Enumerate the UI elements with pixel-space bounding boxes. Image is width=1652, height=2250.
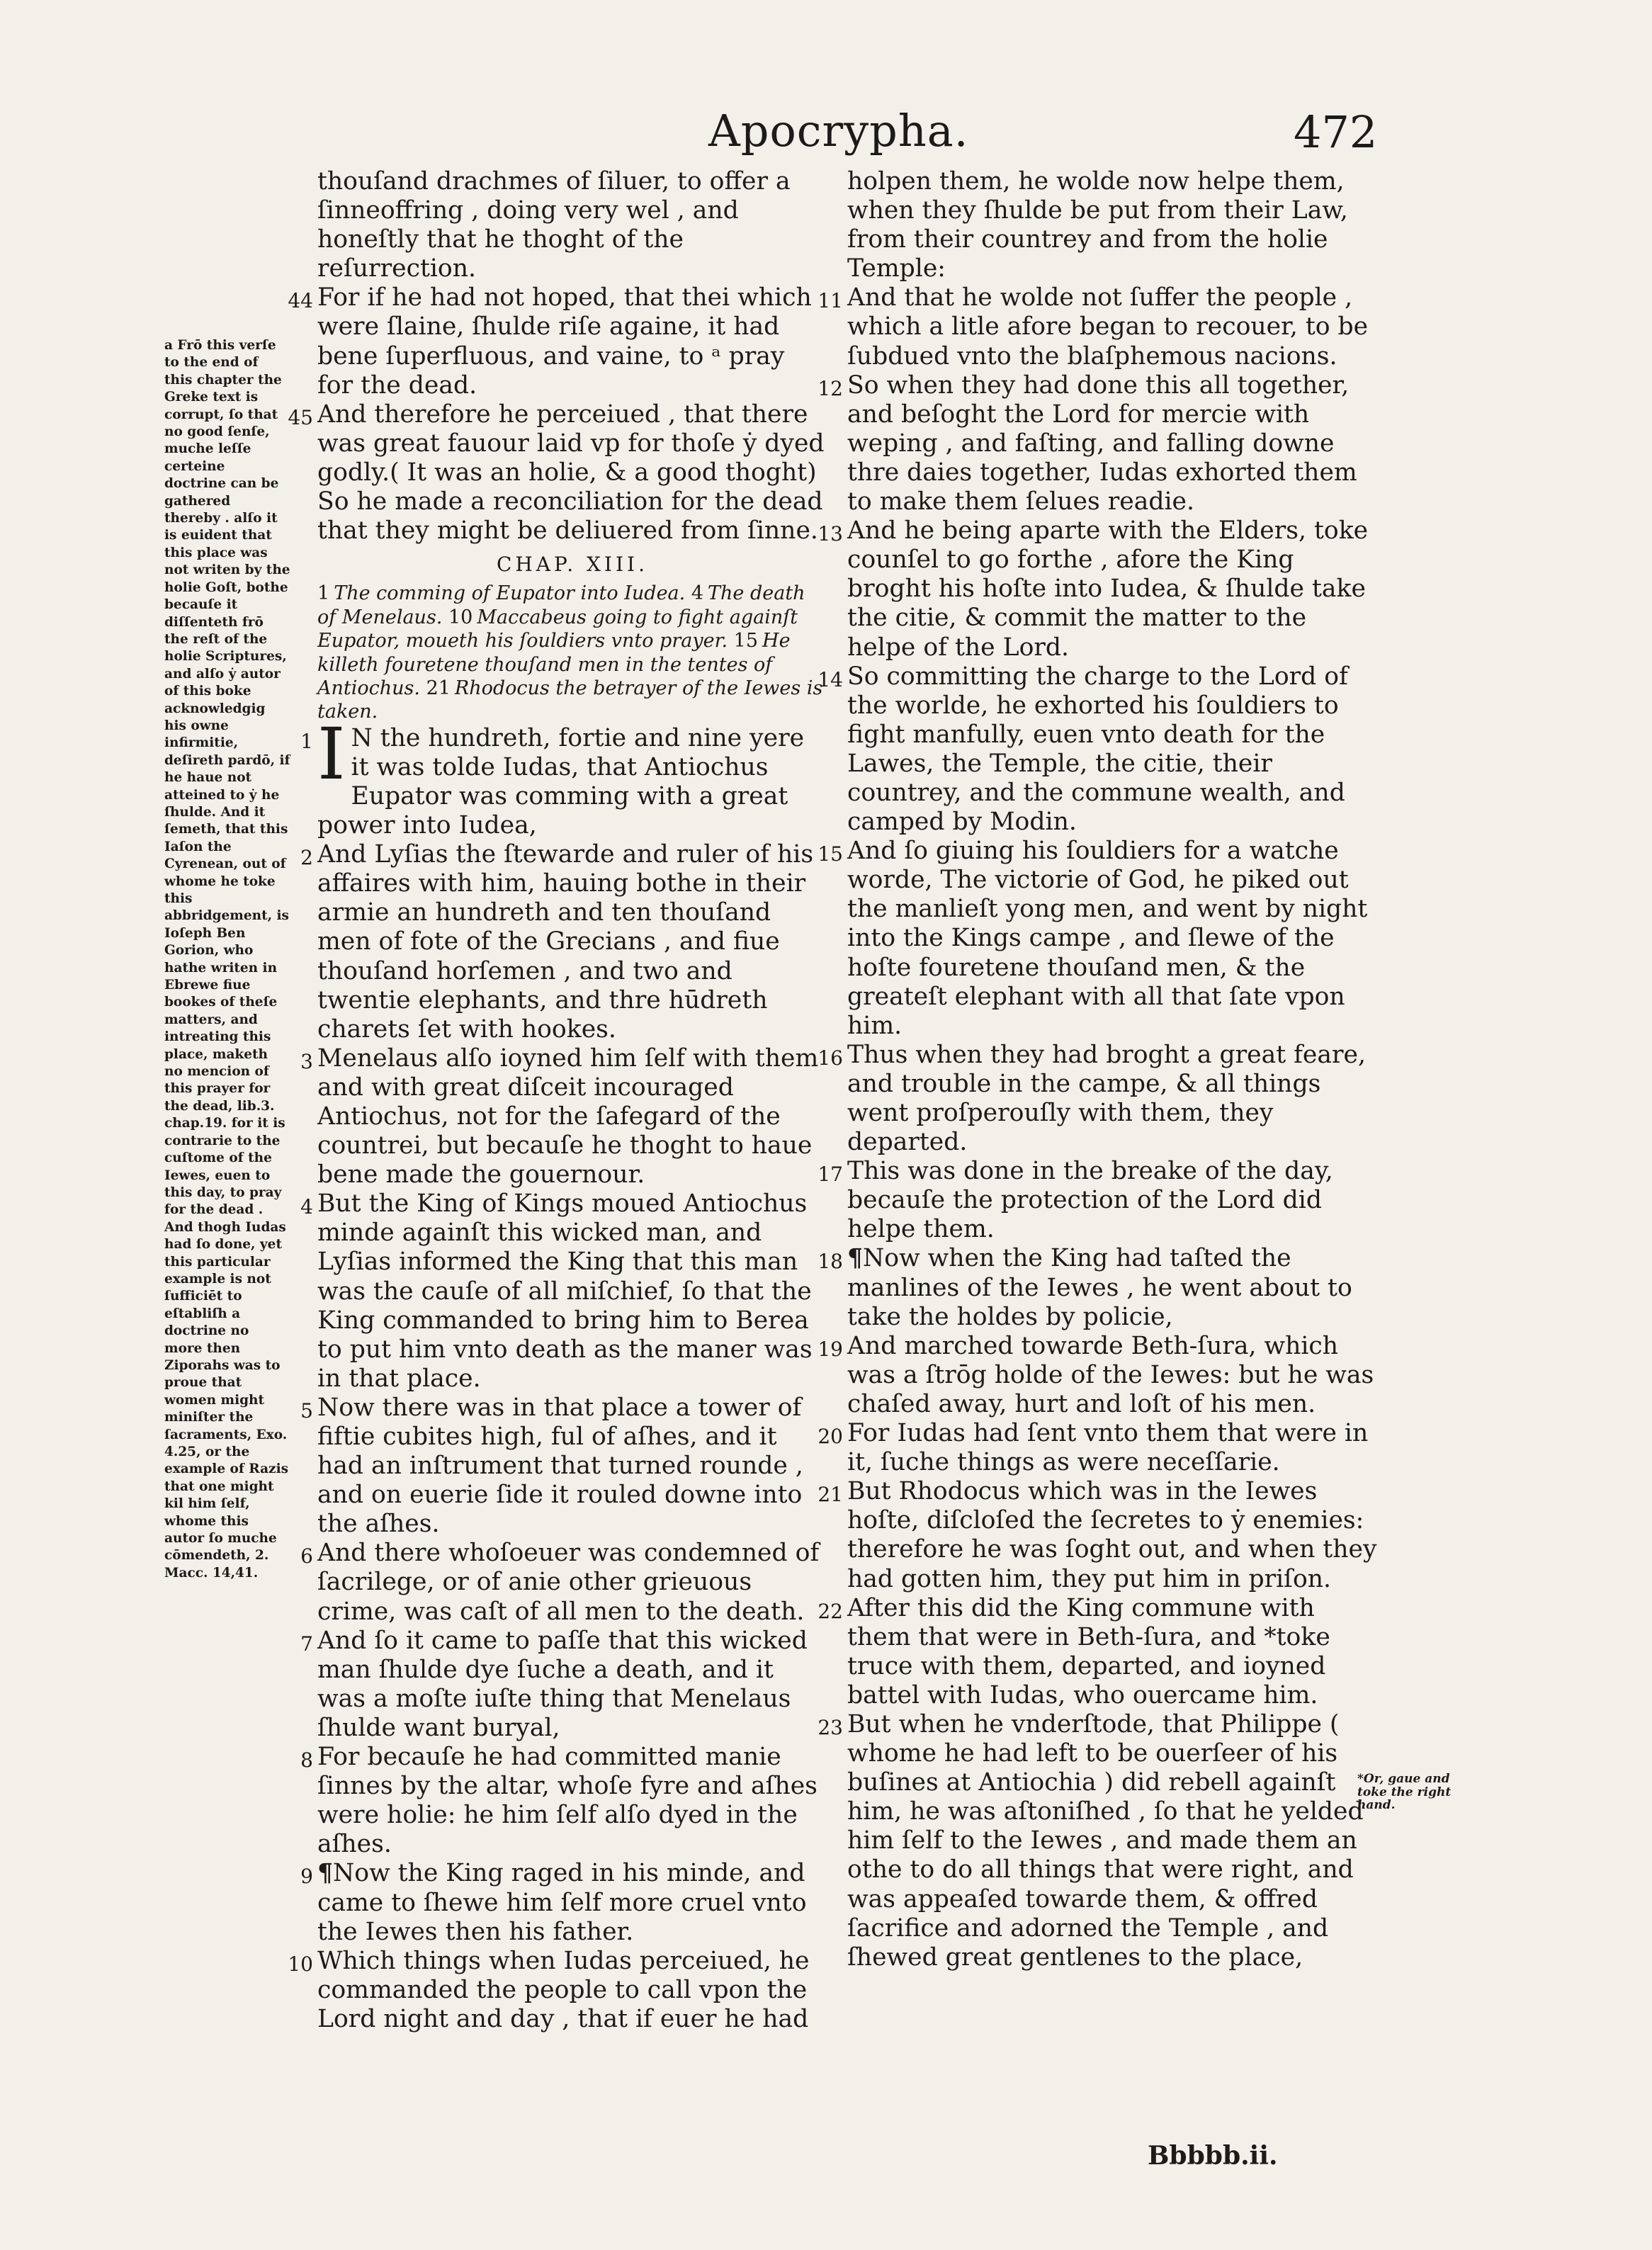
verse bbox=[317, 167, 827, 283]
signature-mark: Bbbbb.ii. bbox=[1148, 2141, 1278, 2171]
verse-text: And ſo giuing his ſouldiers for a watche worde, The victorie of God, he piked out the manlieſt yong men, and went by night into the Kings campe , and ſlewe of the hoſte fouretene thouſand men, & the greateſt elephant with all that ſate vpon him. bbox=[847, 837, 1368, 1040]
verse-number: 6 bbox=[300, 1544, 313, 1568]
verse-number: 13 bbox=[817, 522, 843, 546]
verse-number: 14 bbox=[817, 667, 843, 691]
verse bbox=[300, 1539, 827, 1626]
verse-text: So committing the charge to the Lord of the worlde, he exhorted his ſouldiers to fight manfully, euen vnto death for the Lawes, the Temple, the citie, their countrey, and the commune wealth, and camped by Modin. bbox=[847, 662, 1348, 837]
verse-text: But the King of Kings moued Antiochus minde againſt this wicked man, and Lyſias informed the King that this man was the cauſe of all miſchief, ſo that the King commanded to bring him to Berea to put him vnto death as the maner was in that place. bbox=[317, 1189, 813, 1393]
pilcrow-mark: ¶ bbox=[847, 1244, 863, 1273]
verse bbox=[300, 840, 827, 1044]
verse bbox=[847, 167, 1382, 283]
verse-number: 1 bbox=[300, 729, 313, 753]
verse-number: 11 bbox=[817, 289, 843, 313]
verse bbox=[300, 1743, 827, 1859]
verse bbox=[817, 1593, 1382, 1710]
margin-note-right: *Or, gaue and toke the right hand. bbox=[1357, 1772, 1452, 1812]
left-column bbox=[288, 167, 827, 2186]
right-column bbox=[817, 167, 1382, 2186]
verse bbox=[300, 1626, 827, 1743]
verse bbox=[817, 283, 1382, 371]
verse-text: Which things when Iudas perceiued, he commanded the people to call vpon the Lord night and day , that if euer he had bbox=[317, 1946, 810, 2033]
verse bbox=[288, 1946, 827, 2034]
chapter-heading: CHAP. XIII. bbox=[496, 553, 649, 577]
verse-text: Now there was in that place a tower of fiftie cubites high, ful of aſhes, and it had an inſtrument that turned rounde , and on euerie ſide it rouled downe into the aſhes. bbox=[317, 1393, 803, 1539]
pilcrow-mark: ¶ bbox=[317, 1859, 333, 1888]
verse-number: 5 bbox=[300, 1398, 313, 1423]
running-title: Apocrypha. bbox=[708, 105, 969, 157]
verse-number: 19 bbox=[817, 1337, 843, 1361]
verse-number: 18 bbox=[817, 1250, 843, 1274]
argument-text: He killeth fouretene thouſand men in the tentes of Antiochus. bbox=[317, 630, 791, 699]
verse bbox=[300, 712, 827, 840]
verse bbox=[300, 1859, 827, 1946]
verse bbox=[300, 1044, 827, 1189]
verse-number: 44 bbox=[288, 289, 313, 313]
verse-text: But when he vnderſtode, that Philippe ( whome he had left to be ouerſeer of his buſines at Antiochia ) did rebell againſt him, he was aſtoniſhed , ſo that he yelded him ſelf to the Iewes , and made them an othe to do all things that were right, and was appeaſed towarde them, & offred ſacrifice and adorned the Temple , and ſhewed great gentlenes to the place, bbox=[847, 1709, 1364, 1972]
verse-text: For Iudas had ſent vnto them that were in it, ſuche things as were neceſſarie. bbox=[847, 1419, 1369, 1477]
chapter-argument bbox=[317, 582, 827, 723]
verse-text: For if he had not hoped, that thei which were ſlaine, ſhulde riſe againe, it had bene ſuperfluous, and vaine, to ᵃ pray for the dead. bbox=[317, 283, 812, 400]
verse-number: 3 bbox=[300, 1049, 313, 1073]
verse-text: And therefore he perceiued , that there was great fauour laid vp for thoſe ẏ dyed godly.( It was an holie, & a good thoght) So he made a reconciliation for the dead that they might be deliuered from ſinne. bbox=[317, 400, 825, 545]
verse-number: 17 bbox=[817, 1163, 843, 1187]
verse-text: And ſo it came to paſſe that this wicked man ſhulde dye ſuche a death, and it was a moſte iuſte thing that Menelaus ſhulde want buryal, bbox=[317, 1626, 808, 1742]
verse-text: After this did the King commune with them that were in Beth-ſura, and *toke truce with them, departed, and ioyned battel with Iudas, who ouercame him. bbox=[847, 1593, 1330, 1709]
verse-text: Now when the King had taſted the manlines of the Iewes , he went about to take the holdes by policie, bbox=[847, 1244, 1352, 1331]
verse-text: thouſand drachmes of ſiluer, to offer a ſinneoffring , doing very wel , and honeſtly that he thoght of the reſurrection. bbox=[317, 167, 791, 283]
argument-verse-ref: 1 bbox=[317, 582, 330, 605]
verse bbox=[817, 1709, 1382, 1972]
verse-number: 12 bbox=[817, 376, 843, 400]
verse bbox=[288, 400, 827, 545]
verse-text: And he being aparte with the Elders, toke counſel to go forthe , afore the King broght his hoſte into Iudea, & ſhulde take the citie, & commit the matter to the helpe of the Lord. bbox=[847, 516, 1369, 662]
verse-number: 15 bbox=[817, 842, 843, 866]
verse-number: 4 bbox=[300, 1195, 313, 1219]
verse-number: 10 bbox=[288, 1952, 313, 1976]
verse-text: For becauſe he had committed manie ſinnes by the altar, whoſe fyre and aſhes were holie: he him ſelf alſo dyed in the aſhes. bbox=[317, 1743, 817, 1859]
page-number: 472 bbox=[1294, 106, 1378, 158]
verse bbox=[817, 1157, 1382, 1244]
verse bbox=[300, 1393, 827, 1539]
argument-verse-ref: 21 bbox=[426, 677, 451, 699]
verse-text: And marched towarde Beth-ſura, which was a ſtrōg holde of the Iewes: but he was chaſed away, hurt and loſt of his men. bbox=[847, 1331, 1374, 1418]
verse-text: But Rhodocus which was in the Iewes hoſte, diſcloſed the ſecretes to ẏ enemies: therefore he was ſoght out, and when they had gotten him, they put him in priſon. bbox=[847, 1477, 1377, 1593]
verse-text: And that he wolde not ſuffer the people , which a litle afore began to recouer, to be ſubdued vnto the blaſphemous nacions. bbox=[847, 283, 1369, 371]
verse-text: And Lyſias the ſtewarde and ruler of his affaires with him, hauing bothe in their armie an hundreth and ten thouſand men of fote of the Grecians , and fiue thouſand horſemen , and two and twentie elephants, and thre hūdreth charets ſet with hookes. bbox=[317, 840, 814, 1044]
argument-text: Rhodocus the betrayer of the Iewes is taken. bbox=[317, 677, 823, 723]
verse bbox=[817, 1419, 1382, 1477]
verse bbox=[300, 1189, 827, 1393]
verse bbox=[817, 1331, 1382, 1419]
verse bbox=[817, 371, 1382, 516]
verse-number: 23 bbox=[817, 1715, 843, 1739]
verse-number: 45 bbox=[288, 405, 313, 429]
verse-text: This was done in the breake of the day, becauſe the protection of the Lord did helpe them. bbox=[847, 1157, 1333, 1244]
argument-text: The comming of Eupator into Iudea. bbox=[334, 582, 691, 605]
verse-number: 2 bbox=[300, 846, 313, 870]
verse-text: Thus when they had broght a great feare, and trouble in the campe, & all things went proſperouſly with them, they departed. bbox=[847, 1040, 1366, 1157]
argument-verse-ref: 4 bbox=[691, 582, 704, 605]
verse-number: 21 bbox=[817, 1483, 843, 1507]
verse bbox=[288, 283, 827, 400]
verse-text: holpen them, he wolde now helpe them, when they ſhulde be put from their Law, from their countrey and from the holie Temple: bbox=[847, 167, 1348, 283]
verse bbox=[817, 1244, 1382, 1331]
verse bbox=[817, 1040, 1382, 1157]
verse-number: 7 bbox=[300, 1632, 313, 1656]
verse-text: Menelaus alſo ioyned him ſelf with them and with great diſceit incouraged Antiochus, not for the ſafegard of the countrei, but becauſe he thoght to haue bene made the gouernour. bbox=[317, 1044, 819, 1189]
argument-text: Maccabeus going to fight againſt Eupator, moueth his ſouldiers vnto prayer. bbox=[317, 606, 798, 652]
verse bbox=[817, 516, 1382, 662]
verse-number: 9 bbox=[300, 1865, 313, 1889]
verse-number: 16 bbox=[817, 1046, 843, 1070]
verse-number: 8 bbox=[300, 1748, 313, 1773]
verse bbox=[817, 662, 1382, 837]
argument-verse-ref: 10 bbox=[448, 606, 473, 628]
drop-cap: I bbox=[317, 712, 346, 796]
verse-text: So when they had done this all together, and beſoght the Lord for mercie with weping , and faſting, and falling downe thre daies together, Iudas exhorted them to make them ſelues readie. bbox=[847, 371, 1357, 516]
verse bbox=[817, 837, 1382, 1041]
verse bbox=[817, 1477, 1382, 1593]
argument-text: The death of Menelaus. bbox=[317, 582, 805, 628]
verse-number: 22 bbox=[817, 1599, 843, 1623]
verse-number: 20 bbox=[817, 1425, 843, 1449]
verse-text: And there whoſoeuer was condemned of ſacrilege, or of anie other grieuous crime, was caſt of all men to the death. bbox=[317, 1539, 820, 1626]
margin-note-left: a Frō this verſe to the end of this chapter the Greke text is corrupt, ſo that no good ſenſe, muche leſſe certeine doctrine can be gathered thereby . alſo it is euident that this place was not writen by the holie Goſt, bothe becauſe it diſſenteth frō the reſt of the holie Scriptures, and alſo ẏ autor of this boke acknowledgig his owne infirmitie, deſireth pardō, if he haue not atteined to ẏ he ſhulde. And it ſemeth, that this Iaſon the Cyrenean, out of whome he toke this abbridgement, is Ioſeph Ben Gorion, who hathe writen in Ebrewe fiue bookes of theſe matters, and intreating this place, maketh no mencion of this prayer for the dead, lib.3. chap.19. for it is contrarie to the cuſtome of the Iewes, euen to this day, to pray for the dead . And thogh Iudas had ſo done, yet this particular example is not ſufficiēt to eſtabliſh a doctrine no more then Ziporahs was to proue that women might miniſter the ſacraments, Exo. 4.25, or the example of Razis that one might kil him ſelf, whome this autor ſo muche cōmendeth, 2. Macc. 14,41. bbox=[164, 338, 290, 1581]
verse-text: N the hundreth, fortie and nine yere it was tolde Iudas, that Antiochus Eupator was comming with a great power into Iudea, bbox=[317, 723, 805, 840]
argument-verse-ref: 15 bbox=[733, 630, 759, 652]
verse-text: Now the King raged in his minde, and came to ſhewe him ſelf more cruel vnto the Iewes then his father. bbox=[317, 1859, 807, 1946]
